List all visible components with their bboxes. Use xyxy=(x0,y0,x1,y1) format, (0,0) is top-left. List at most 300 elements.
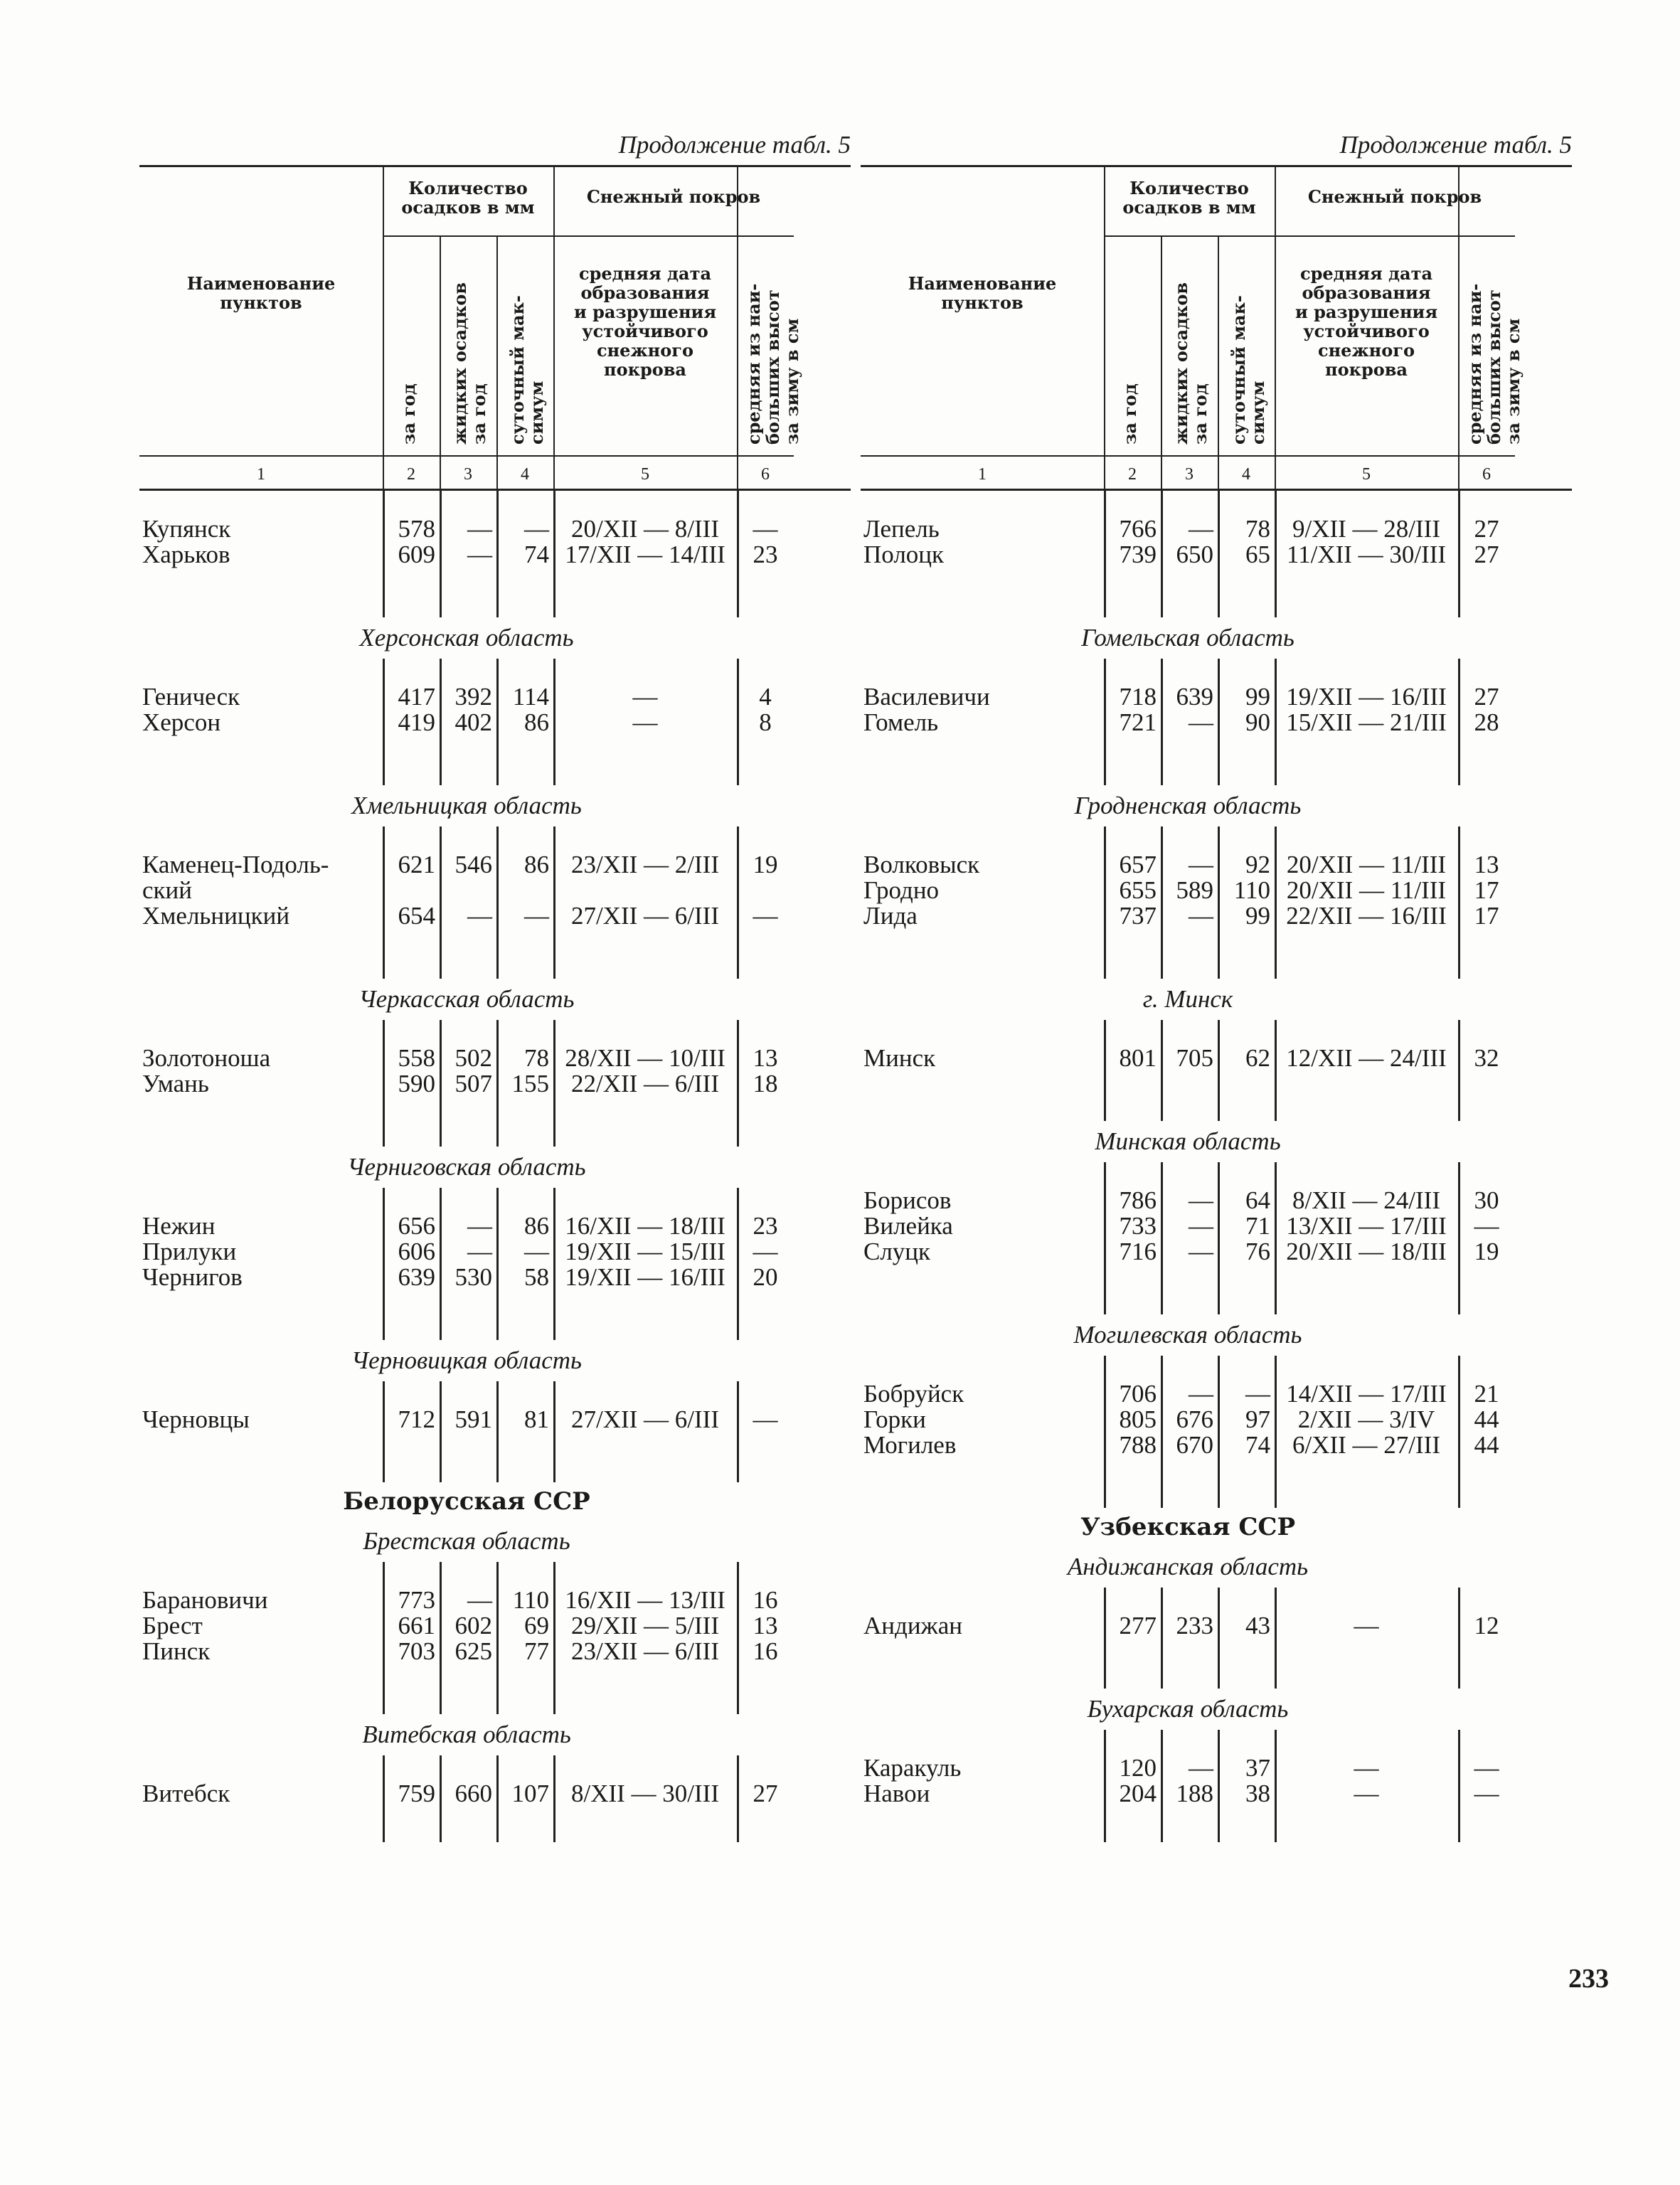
table-row xyxy=(139,542,794,568)
liquid-value: 660 xyxy=(454,1780,492,1807)
snow-dates: — xyxy=(1354,1612,1379,1639)
table-row xyxy=(861,1407,1515,1432)
max-value: 99 xyxy=(1245,683,1270,711)
header-liquid: жидких осадков за год xyxy=(1171,282,1211,445)
year-value: 786 xyxy=(1119,1186,1157,1214)
snow-height: — xyxy=(753,515,778,543)
max-value: 86 xyxy=(524,708,549,736)
header-daily: суточный мак- симум xyxy=(507,295,547,445)
column-number: 3 xyxy=(464,465,472,484)
station-name: Витебск xyxy=(142,1780,230,1807)
data-group xyxy=(139,1381,794,1482)
liquid-value: 591 xyxy=(454,1405,492,1433)
column-number: 5 xyxy=(641,465,649,484)
year-value: 805 xyxy=(1119,1405,1157,1433)
station-name: Золотоноша xyxy=(142,1044,271,1072)
max-value: 74 xyxy=(524,541,549,568)
table-header xyxy=(861,165,1572,491)
liquid-value: 188 xyxy=(1176,1780,1213,1807)
column-number: 2 xyxy=(407,465,415,484)
snow-dates: 8/XII — 24/III xyxy=(1292,1186,1440,1214)
max-value: 43 xyxy=(1245,1612,1270,1639)
data-group xyxy=(139,1562,794,1714)
year-value: 419 xyxy=(398,708,435,736)
snow-dates: 14/XII — 17/III xyxy=(1286,1380,1447,1408)
column-number: 1 xyxy=(978,465,987,484)
snow-height: 27 xyxy=(753,1780,778,1807)
liquid-value: — xyxy=(1189,1212,1213,1240)
liquid-value: 639 xyxy=(1176,683,1213,711)
snow-dates: 19/XII — 16/III xyxy=(565,1263,725,1291)
year-value: 558 xyxy=(398,1044,435,1072)
continuation-label: Продолжение табл. 5 xyxy=(1339,131,1572,159)
snow-height: — xyxy=(1474,1780,1499,1807)
liquid-value: — xyxy=(1189,1238,1213,1265)
snow-height: 27 xyxy=(1474,515,1499,543)
table-row xyxy=(861,878,1515,903)
station-name: Горки xyxy=(863,1405,926,1433)
data-group xyxy=(861,1162,1515,1314)
liquid-value: — xyxy=(1189,1754,1213,1782)
max-value: 155 xyxy=(511,1070,549,1097)
snow-height: 32 xyxy=(1474,1044,1499,1072)
station-name: Лида xyxy=(863,902,918,930)
snow-height: 23 xyxy=(753,1212,778,1240)
year-value: 656 xyxy=(398,1212,435,1240)
max-value: — xyxy=(524,1238,549,1265)
snow-height: 19 xyxy=(1474,1238,1499,1265)
max-value: 76 xyxy=(1245,1238,1270,1265)
year-value: 801 xyxy=(1119,1044,1157,1072)
snow-height: 13 xyxy=(753,1044,778,1072)
year-value: 606 xyxy=(398,1238,435,1265)
region-title: Гомельская область xyxy=(1081,624,1294,652)
snow-dates: 8/XII — 30/III xyxy=(570,1780,719,1807)
data-group xyxy=(861,491,1515,617)
column-number: 3 xyxy=(1185,465,1193,484)
liquid-value: 233 xyxy=(1176,1612,1213,1639)
max-value: 77 xyxy=(524,1637,549,1665)
snow-height: 12 xyxy=(1474,1612,1499,1639)
header-snow: Снежный покров xyxy=(586,186,761,207)
station-name: Василевичи xyxy=(863,683,990,711)
region-title: Брестская область xyxy=(363,1527,570,1555)
year-value: 759 xyxy=(398,1780,435,1807)
table-row xyxy=(139,852,794,878)
liquid-value: 602 xyxy=(454,1612,492,1639)
snow-height: 28 xyxy=(1474,708,1499,736)
station-name: Прилуки xyxy=(142,1238,237,1265)
column-number: 1 xyxy=(257,465,265,484)
table-row xyxy=(139,878,794,903)
column-number: 6 xyxy=(1482,465,1491,484)
snow-height: 16 xyxy=(753,1586,778,1614)
snow-height: 8 xyxy=(759,708,772,736)
liquid-value: — xyxy=(467,902,492,930)
snow-height: 16 xyxy=(753,1637,778,1665)
table-row xyxy=(861,1781,1515,1807)
table-row xyxy=(139,1613,794,1639)
year-value: 766 xyxy=(1119,515,1157,543)
year-value: 655 xyxy=(1119,876,1157,904)
column-number: 4 xyxy=(1242,465,1250,484)
max-value: 114 xyxy=(512,683,549,711)
header-height: средняя из наи- больших высот за зиму в см xyxy=(1464,283,1524,445)
snow-dates: 22/XII — 16/III xyxy=(1286,902,1447,930)
snow-dates: — xyxy=(1354,1780,1379,1807)
table-row xyxy=(861,542,1515,568)
max-value: — xyxy=(524,515,549,543)
region-title: г. Минск xyxy=(1142,985,1233,1013)
table-row xyxy=(139,1639,794,1664)
year-value: 590 xyxy=(398,1070,435,1097)
column-number: 2 xyxy=(1128,465,1137,484)
max-value: 58 xyxy=(524,1263,549,1291)
year-value: 703 xyxy=(398,1637,435,1665)
header-precip: Количество осадков в мм xyxy=(1122,178,1256,218)
snow-height: 13 xyxy=(753,1612,778,1639)
snow-dates: — xyxy=(632,708,658,736)
table-row xyxy=(139,1407,794,1432)
data-group xyxy=(861,826,1515,979)
station-name: Борисов xyxy=(863,1186,952,1214)
snow-dates: 27/XII — 6/III xyxy=(570,902,719,930)
liquid-value: — xyxy=(1189,708,1213,736)
table-row xyxy=(861,1755,1515,1781)
table-row xyxy=(139,1046,794,1071)
column-number: 4 xyxy=(521,465,529,484)
year-value: 621 xyxy=(398,851,435,878)
header-year: за год xyxy=(398,383,419,445)
data-group xyxy=(861,1588,1515,1689)
snow-height: 27 xyxy=(1474,541,1499,568)
table-row xyxy=(861,903,1515,929)
max-value: 78 xyxy=(1245,515,1270,543)
station-name: Купянск xyxy=(142,515,231,543)
region-title: Могилевская область xyxy=(1073,1321,1302,1349)
table-row xyxy=(139,1239,794,1265)
liquid-value: 507 xyxy=(454,1070,492,1097)
data-group xyxy=(139,491,794,617)
column-number: 6 xyxy=(761,465,770,484)
max-value: 86 xyxy=(524,851,549,878)
header-precip: Количество осадков в мм xyxy=(401,178,535,218)
table-row xyxy=(861,516,1515,542)
max-value: 99 xyxy=(1245,902,1270,930)
header-liquid: жидких осадков за год xyxy=(450,282,489,445)
station-name: Барановичи xyxy=(142,1586,268,1614)
right-column xyxy=(861,128,1572,1842)
year-value: 204 xyxy=(1119,1780,1157,1807)
snow-dates: 15/XII — 21/III xyxy=(1286,708,1447,736)
max-value: 97 xyxy=(1245,1405,1270,1433)
region-title: Бухарская область xyxy=(1087,1695,1289,1723)
liquid-value: 650 xyxy=(1176,541,1213,568)
year-value: 120 xyxy=(1119,1754,1157,1782)
liquid-value: — xyxy=(1189,902,1213,930)
station-name: Полоцк xyxy=(863,541,945,568)
max-value: 69 xyxy=(524,1612,549,1639)
column-number: 5 xyxy=(1362,465,1371,484)
table-row xyxy=(861,710,1515,735)
liquid-value: 546 xyxy=(454,851,492,878)
data-group xyxy=(861,1356,1515,1508)
table-row xyxy=(861,1046,1515,1071)
table-row xyxy=(861,1613,1515,1639)
station-name: Чернигов xyxy=(142,1263,243,1291)
liquid-value: — xyxy=(467,1212,492,1240)
max-value: 64 xyxy=(1245,1186,1270,1214)
station-name: Пинск xyxy=(142,1637,211,1665)
liquid-value: 625 xyxy=(454,1637,492,1665)
snow-dates: 11/XII — 30/III xyxy=(1286,541,1447,568)
region-title: Черниговская область xyxy=(347,1153,586,1181)
year-value: 712 xyxy=(398,1405,435,1433)
region-title: Черновицкая область xyxy=(351,1346,582,1374)
year-value: 788 xyxy=(1119,1431,1157,1459)
max-value: 110 xyxy=(512,1586,549,1614)
table-row xyxy=(861,852,1515,878)
snow-dates: 17/XII — 14/III xyxy=(565,541,725,568)
year-value: 773 xyxy=(398,1586,435,1614)
snow-dates: 29/XII — 5/III xyxy=(570,1612,719,1639)
snow-dates: — xyxy=(632,683,658,711)
data-group xyxy=(861,1730,1515,1842)
region-title: Витебская область xyxy=(362,1721,571,1748)
max-value: 92 xyxy=(1245,851,1270,878)
station-name: Каменец-Подоль- xyxy=(142,851,329,878)
max-value: 74 xyxy=(1245,1431,1270,1459)
year-value: 661 xyxy=(398,1612,435,1639)
header-height: средняя из наи- больших высот за зиму в см xyxy=(743,283,802,445)
year-value: 609 xyxy=(398,541,435,568)
max-value: 71 xyxy=(1245,1212,1270,1240)
snow-dates: 28/XII — 10/III xyxy=(565,1044,725,1072)
liquid-value: 670 xyxy=(1176,1431,1213,1459)
year-value: 721 xyxy=(1119,708,1157,736)
table-row xyxy=(861,684,1515,710)
liquid-value: — xyxy=(467,541,492,568)
table-row xyxy=(139,516,794,542)
station-name: Андижан xyxy=(863,1612,962,1639)
snow-height: 27 xyxy=(1474,683,1499,711)
snow-dates: 20/XII — 11/III xyxy=(1286,851,1447,878)
snow-height: — xyxy=(1474,1212,1499,1240)
snow-dates: 20/XII — 11/III xyxy=(1286,876,1447,904)
liquid-value: 530 xyxy=(454,1263,492,1291)
snow-dates: 19/XII — 16/III xyxy=(1286,683,1447,711)
header-year: за год xyxy=(1120,383,1140,445)
liquid-value: — xyxy=(1189,851,1213,878)
data-group xyxy=(139,1755,794,1842)
table-row xyxy=(139,1265,794,1290)
snow-height: 30 xyxy=(1474,1186,1499,1214)
station-name: Гродно xyxy=(863,876,940,904)
snow-height: 18 xyxy=(753,1070,778,1097)
liquid-value: 402 xyxy=(454,708,492,736)
table-row xyxy=(861,1381,1515,1407)
data-group xyxy=(861,659,1515,785)
year-value: 657 xyxy=(1119,851,1157,878)
station-name: Гомель xyxy=(863,708,939,736)
snow-dates: 2/XII — 3/IV xyxy=(1297,1405,1435,1433)
snow-dates: 16/XII — 13/III xyxy=(565,1586,725,1614)
table-row xyxy=(861,1213,1515,1239)
snow-height: 19 xyxy=(753,851,778,878)
liquid-value: 705 xyxy=(1176,1044,1213,1072)
max-value: 62 xyxy=(1245,1044,1270,1072)
station-name: Лепель xyxy=(863,515,940,543)
station-name: Нежин xyxy=(142,1212,216,1240)
snow-dates: 23/XII — 2/III xyxy=(570,851,719,878)
snow-height: 17 xyxy=(1474,902,1499,930)
snow-height: 44 xyxy=(1474,1431,1499,1459)
year-value: 417 xyxy=(398,683,435,711)
station-name: Минск xyxy=(863,1044,936,1072)
max-value: 110 xyxy=(1233,876,1270,904)
snow-height: 21 xyxy=(1474,1380,1499,1408)
liquid-value: — xyxy=(1189,1186,1213,1214)
snow-height: — xyxy=(753,1238,778,1265)
snow-dates: 22/XII — 6/III xyxy=(570,1070,719,1097)
year-value: 716 xyxy=(1119,1238,1157,1265)
max-value: — xyxy=(524,902,549,930)
header-dates: средняя дата образования и разрушения устойчивого снежного покрова xyxy=(573,263,717,380)
station-name: Вилейка xyxy=(863,1212,953,1240)
station-name: Могилев xyxy=(863,1431,957,1459)
data-group xyxy=(139,826,794,979)
snow-height: 20 xyxy=(753,1263,778,1291)
station-name: Черновцы xyxy=(142,1405,250,1433)
snow-dates: 12/XII — 24/III xyxy=(1286,1044,1447,1072)
snow-height: 17 xyxy=(1474,876,1499,904)
max-value: 37 xyxy=(1245,1754,1270,1782)
snow-dates: 27/XII — 6/III xyxy=(570,1405,719,1433)
year-value: 718 xyxy=(1119,683,1157,711)
station-name: Хмельницкий xyxy=(142,902,290,930)
table-row xyxy=(139,903,794,929)
snow-height: — xyxy=(753,902,778,930)
table-row xyxy=(139,1213,794,1239)
station-name: Геническ xyxy=(142,683,240,711)
max-value: 90 xyxy=(1245,708,1270,736)
header-name: Наименование пунктов xyxy=(908,273,1057,313)
data-group xyxy=(139,1020,794,1147)
station-name: Бобруйск xyxy=(863,1380,964,1408)
year-value: 739 xyxy=(1119,541,1157,568)
data-group xyxy=(139,659,794,785)
header-daily: суточный мак- симум xyxy=(1228,295,1268,445)
table-row xyxy=(861,1432,1515,1458)
liquid-value: — xyxy=(1189,1380,1213,1408)
liquid-value: 676 xyxy=(1176,1405,1213,1433)
region-title: Херсонская область xyxy=(359,624,574,652)
liquid-value: 392 xyxy=(454,683,492,711)
table-row xyxy=(139,684,794,710)
liquid-value: — xyxy=(1189,515,1213,543)
snow-height: 44 xyxy=(1474,1405,1499,1433)
table-row xyxy=(139,1781,794,1807)
station-name: Слуцк xyxy=(863,1238,931,1265)
snow-dates: 20/XII — 8/III xyxy=(570,515,719,543)
snow-dates: 9/XII — 28/III xyxy=(1292,515,1440,543)
data-group xyxy=(861,1020,1515,1121)
region-title: Андижанская область xyxy=(1067,1553,1309,1580)
liquid-value: 589 xyxy=(1176,876,1213,904)
year-value: 639 xyxy=(398,1263,435,1291)
year-value: 706 xyxy=(1119,1380,1157,1408)
snow-height: 4 xyxy=(759,683,772,711)
page-number: 233 xyxy=(1568,1964,1609,1994)
max-value: — xyxy=(1245,1380,1270,1408)
snow-height: 23 xyxy=(753,541,778,568)
station-name: Брест xyxy=(142,1612,203,1639)
snow-height: — xyxy=(753,1405,778,1433)
left-column xyxy=(139,128,851,1842)
snow-dates: 19/XII — 15/III xyxy=(565,1238,725,1265)
year-value: 733 xyxy=(1119,1212,1157,1240)
continuation-label: Продолжение табл. 5 xyxy=(618,131,851,159)
table-row xyxy=(139,1071,794,1097)
max-value: 65 xyxy=(1245,541,1270,568)
table-header xyxy=(139,165,851,491)
snow-dates: 23/XII — 6/III xyxy=(570,1637,719,1665)
snow-dates: — xyxy=(1354,1754,1379,1782)
snow-dates: 6/XII — 27/III xyxy=(1292,1431,1440,1459)
snow-height: 13 xyxy=(1474,851,1499,878)
table-row xyxy=(139,710,794,735)
max-value: 86 xyxy=(524,1212,549,1240)
station-name: Каракуль xyxy=(863,1754,962,1782)
year-value: 737 xyxy=(1119,902,1157,930)
region-title: Хмельницкая область xyxy=(351,792,582,819)
region-title: Минская область xyxy=(1095,1127,1281,1155)
snow-height: — xyxy=(1474,1754,1499,1782)
max-value: 78 xyxy=(524,1044,549,1072)
station-name: ский xyxy=(142,876,192,904)
station-name: Волковыск xyxy=(863,851,980,878)
table-row xyxy=(861,1239,1515,1265)
region-title: Черкасская область xyxy=(358,985,575,1013)
station-name: Харьков xyxy=(142,541,230,568)
station-name: Навои xyxy=(863,1780,930,1807)
max-value: 81 xyxy=(524,1405,549,1433)
header-name: Наименование пунктов xyxy=(186,273,336,313)
snow-dates: 20/XII — 18/III xyxy=(1286,1238,1447,1265)
republic-title: Белорусская ССР xyxy=(343,1487,590,1516)
table-row xyxy=(139,1588,794,1613)
snow-dates: 13/XII — 17/III xyxy=(1286,1212,1447,1240)
year-value: 578 xyxy=(398,515,435,543)
year-value: 654 xyxy=(398,902,435,930)
table-row xyxy=(861,1188,1515,1213)
data-group xyxy=(139,1188,794,1340)
liquid-value: — xyxy=(467,1238,492,1265)
station-name: Херсон xyxy=(142,708,221,736)
snow-dates: 16/XII — 18/III xyxy=(565,1212,725,1240)
liquid-value: 502 xyxy=(454,1044,492,1072)
liquid-value: — xyxy=(467,515,492,543)
header-dates: средняя дата образования и разрушения устойчивого снежного покрова xyxy=(1294,263,1438,380)
republic-title: Узбекская ССР xyxy=(1080,1513,1296,1541)
station-name: Умань xyxy=(142,1070,209,1097)
liquid-value: — xyxy=(467,1586,492,1614)
header-snow: Снежный покров xyxy=(1307,186,1482,207)
max-value: 107 xyxy=(511,1780,549,1807)
region-title: Гродненская область xyxy=(1074,792,1302,819)
max-value: 38 xyxy=(1245,1780,1270,1807)
year-value: 277 xyxy=(1119,1612,1157,1639)
